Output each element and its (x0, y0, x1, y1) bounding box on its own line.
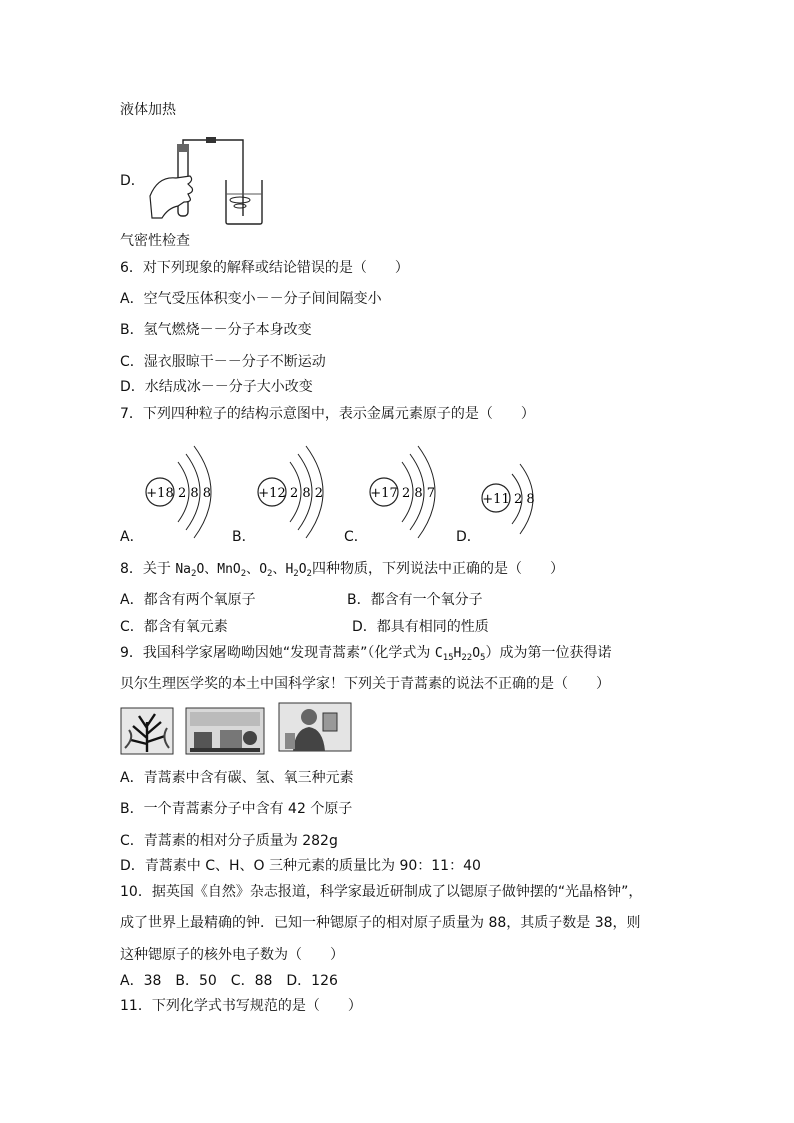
question-6-option-b: B．氢气燃烧－－分子本身改变 (120, 322, 312, 338)
question-9-option-a: A．青蒿素中含有碳、氢、氧三种元素 (120, 770, 354, 786)
question-8-stem-pre: 8．关于 (120, 561, 176, 577)
question-7-stem: 7．下列四种粒子的结构示意图中，表示金属元素原子的是（ ） (120, 406, 535, 422)
atom-diagrams (140, 440, 610, 540)
question-9-option-b: B．一个青蒿素分子中含有 42 个原子 (120, 801, 353, 817)
question-6-option-c: C．湿衣服晾干－－分子不断运动 (120, 354, 326, 370)
atom-diagram-c (370, 446, 435, 538)
question-8-option-a: A．都含有两个氧原子 (120, 592, 256, 608)
question-9-option-c: C．青蒿素的相对分子质量为 282g (120, 833, 338, 849)
atom-diagram-d (482, 464, 535, 534)
question-8-stem-post: 四种物质，下列说法中正确的是（ ） (311, 561, 564, 577)
atom-c-electrons: 2 8 7 (402, 486, 436, 501)
question-6-stem: 6．对下列现象的解释或结论错误的是（ ） (120, 260, 409, 276)
airtight-check-illustration (148, 136, 268, 226)
question-11-stem: 11．下列化学式书写规范的是（ ） (120, 998, 362, 1014)
question-8-stem (120, 560, 564, 579)
question-10-options: A．38 B．50 C．88 D．126 (120, 973, 338, 989)
atom-label-b: B． (232, 529, 256, 545)
formula-na2o: $Na_2O$、MnO$_2$、$O_2$、$H_2O_2$ (175, 562, 312, 579)
question-6-option-d: D．水结成冰－－分子大小改变 (120, 379, 313, 395)
formula-artemisinin: $C_{15}H_{22}O_5$ (434, 646, 486, 663)
prev-option-text: 气密性检查 (120, 233, 190, 249)
atom-c-nucleus: +17 (370, 486, 398, 501)
question-9-stem-post: ）成为第一位获得诺 (485, 645, 612, 661)
atom-d-electrons: 2 8 (514, 492, 535, 507)
scientist-photo (279, 703, 351, 751)
question-9-option-d: D．青蒿素中 C、H、O 三种元素的质量比为 90：11：40 (120, 858, 481, 874)
question-10-stem-line3: 这种锶原子的核外电子数为（ ） (120, 947, 344, 963)
atom-label-a: A． (120, 529, 144, 545)
question-6-option-a: A．空气受压体积变小－－分子间间隔变小 (120, 291, 382, 307)
prev-option-text: 液体加热 (120, 102, 176, 118)
question-8-option-c: C．都含有氧元素 (120, 619, 228, 635)
atom-a-electrons: 2 8 8 (178, 486, 212, 501)
prev-option-label: D． (120, 173, 145, 189)
laboratory-photo (186, 708, 264, 754)
atom-b-nucleus: +12 (258, 486, 286, 501)
atom-label-c: C． (344, 529, 368, 545)
question-9-stem-pre: 9．我国科学家屠呦呦因她“发现青蒿素”（化学式为 (120, 645, 435, 661)
artemisia-plant-photo (121, 708, 173, 754)
question-8-option-b: B．都含有一个氧分子 (347, 592, 483, 608)
atom-diagram-a (146, 446, 211, 538)
atom-a-nucleus: +18 (146, 486, 174, 501)
question-9-stem-line1 (120, 644, 611, 663)
question-8-option-d: D．都具有相同的性质 (352, 619, 489, 635)
atom-label-d: D． (456, 529, 481, 545)
question-10-stem-line1: 10．据英国《自然》杂志报道，科学家最近研制成了以锶原子做钟摆的“光晶格钟”， (120, 884, 643, 900)
atom-d-nucleus: +11 (482, 492, 510, 507)
atom-b-electrons: 2 8 2 (290, 486, 324, 501)
question-9-stem-line2: 贝尔生理医学奖的本土中国科学家！下列关于青蒿素的说法不正确的是（ ） (120, 676, 610, 692)
atom-diagram-b (258, 446, 323, 538)
question-10-stem-line2: 成了世界上最精确的钟．已知一种锶原子的相对原子质量为 88，其质子数是 38，则 (120, 915, 641, 931)
